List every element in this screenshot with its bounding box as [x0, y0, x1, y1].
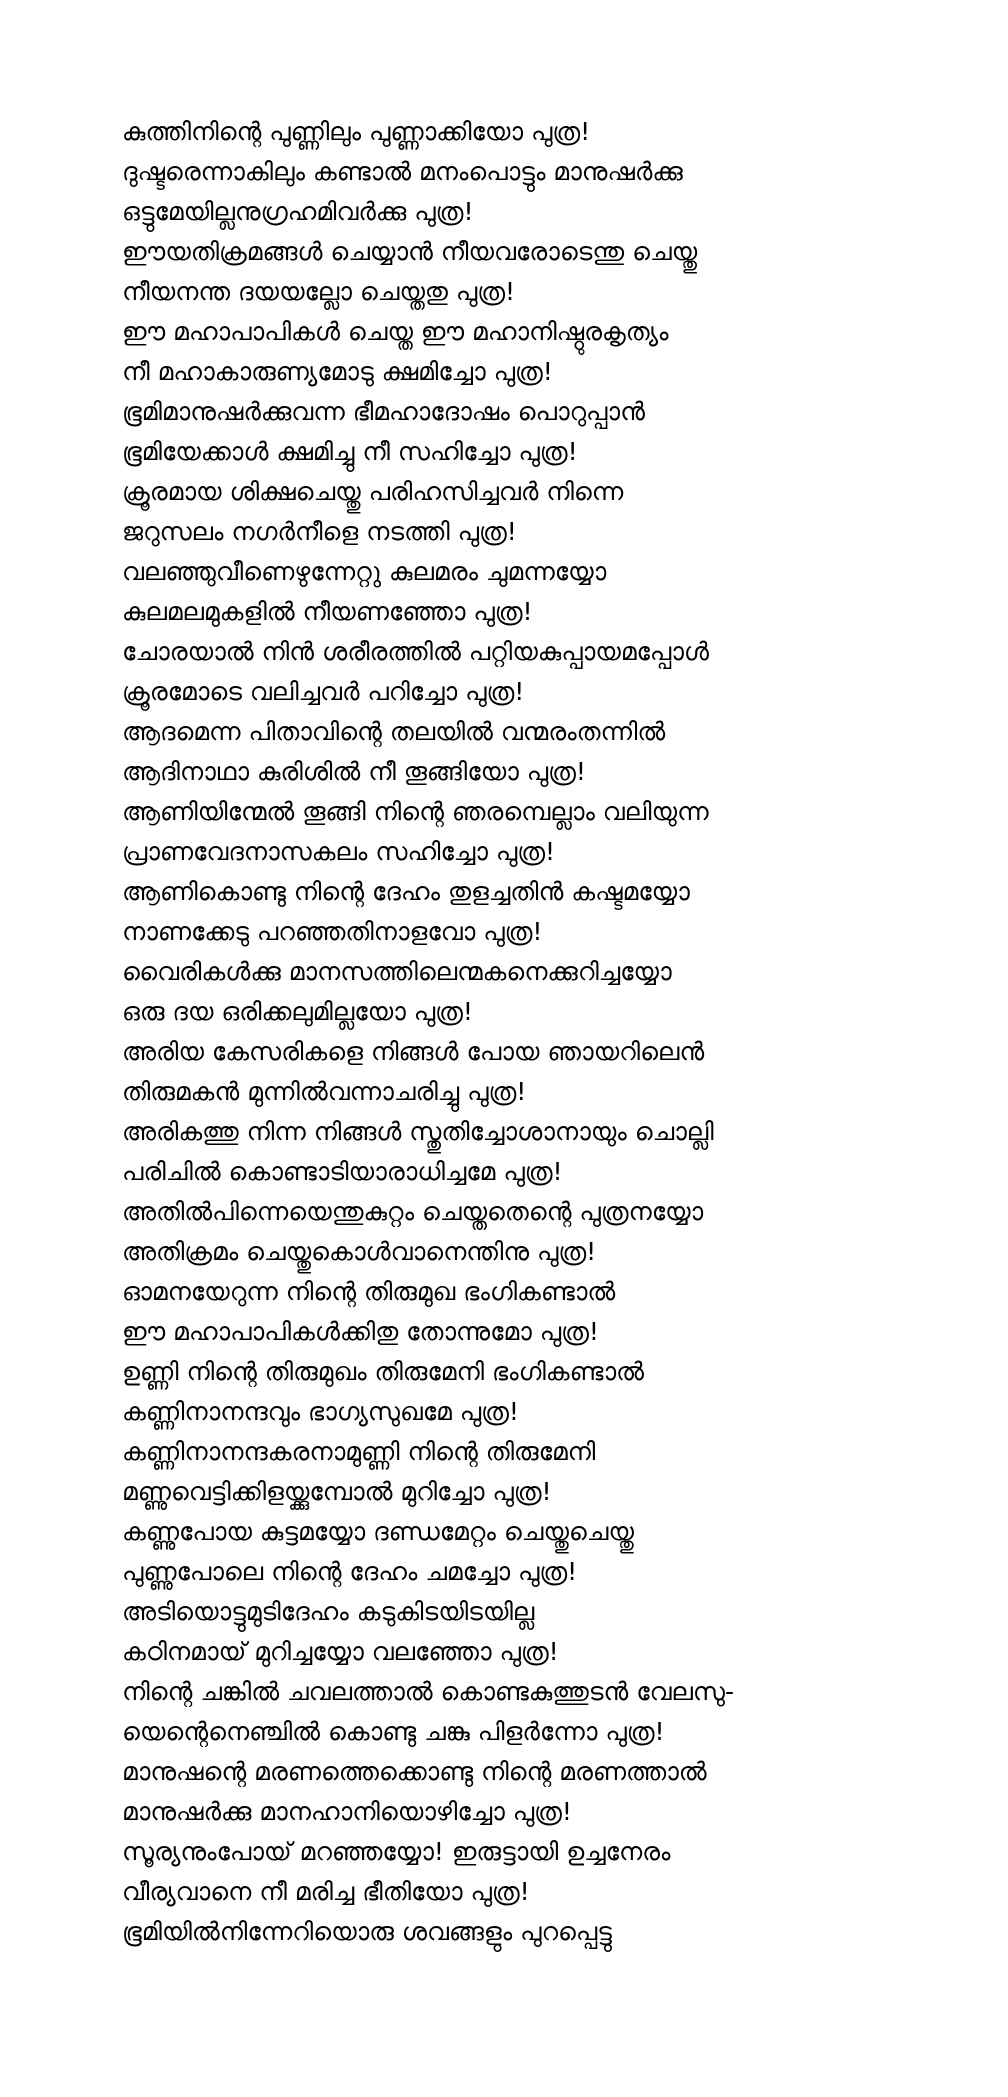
- poem-line: അരികത്തു നിന്ന നിങ്ങൾ സ്തുതിച്ചോശാനായും ചൊല്ലി: [122, 1117, 714, 1146]
- poem-line: ഭൂമിമാനുഷർക്കുവന്ന ഭീമഹാദോഷം പൊറുപ്പാൻ: [122, 397, 645, 426]
- poem-line: വൈരികൾക്കു മാനസത്തിലെന്മകനെക്കുറിച്ചയ്യോ: [122, 957, 672, 986]
- poem-line: ഭൂമിയിൽനിന്നേറിയൊരു ശവങ്ങളും പുറപ്പെട്ടു: [122, 1917, 612, 1946]
- poem-line: ആദിനാഥാ കുരിശിൽ നീ തൂങ്ങിയോ പുത്ര!: [122, 757, 586, 786]
- poem-line: സൂര്യനുംപോയ് മറഞ്ഞയ്യോ! ഇരുട്ടായി ഉച്ചനേരം: [122, 1837, 671, 1866]
- poem-line: കണ്ണിനാനന്ദകരനാമുണ്ണി നിന്റെ തിരുമേനി: [122, 1437, 596, 1466]
- poem-line: കണ്ണുപോയ കുട്ടമയ്യോ ദണ്ഡമേറ്റം ചെയ്തുചെയ്തു: [122, 1517, 634, 1546]
- poem-line: കുലമലമുകളിൽ നീയണഞ്ഞോ പുത്ര!: [122, 597, 533, 626]
- poem-line: കഠിനമായ് മുറിച്ചയ്യോ വലഞ്ഞോ പുത്ര!: [122, 1637, 559, 1666]
- poem-line: അരിയ കേസരികളെ നിങ്ങൾ പോയ ഞായറിലെൻ: [122, 1037, 705, 1066]
- poem-line: നീ മഹാകാരുണ്യമോടു ക്ഷമിച്ചോ പുത്ര!: [122, 357, 553, 386]
- poem-line: കുത്തിനിന്റെ പുണ്ണിലും പുണ്ണാക്കിയോ പുത്ര!: [122, 117, 591, 146]
- poem-line: കണ്ണിനാനന്ദവും ഭാഗ്യസുഖമേ പുത്ര!: [122, 1397, 519, 1426]
- poem-line: അതിക്രമം ചെയ്തുകൊൾവാനെന്തിനു പുത്ര!: [122, 1237, 597, 1266]
- poem-line: ആണികൊണ്ടു നിന്റെ ദേഹം തുളച്ചതിൻ കഷ്ടമയ്യോ: [122, 877, 690, 906]
- poem-line: ഈയതിക്രമങ്ങൾ ചെയ്യാൻ നീയവരോടെന്തു ചെയ്തു: [122, 237, 698, 266]
- poem-line: നാണക്കേടു പറഞ്ഞതിനാളവോ പുത്ര!: [122, 917, 543, 946]
- poem-line: യെന്റെനെഞ്ചിൽ കൊണ്ടു ചങ്കു പിളർന്നോ പുത്ര!: [122, 1717, 665, 1746]
- poem-line: ഭൂമിയേക്കാൾ ക്ഷമിച്ചു നീ സഹിച്ചോ പുത്ര!: [122, 437, 578, 466]
- poem-line: ജറുസലം നഗർനീളെ നടത്തി പുത്ര!: [122, 517, 517, 546]
- poem-line: വീര്യവാനെ നീ മരിച്ച ഭീതിയോ പുത്ര!: [122, 1877, 530, 1906]
- poem-line: ഈ മഹാപാപികൾ ചെയ്ത ഈ മഹാനിഷ്ഠുരകൃത്യം: [122, 317, 669, 346]
- poem-line: ആദമെന്ന പിതാവിന്റെ തലയിൽ വന്മരംതന്നിൽ: [122, 717, 666, 746]
- poem-line: പരിചിൽ കൊണ്ടാടിയാരാധിച്ചമേ പുത്ര!: [122, 1157, 563, 1186]
- poem-line: അടിയൊട്ടുമുടിദേഹം കടുകിടയിടയില്ല: [122, 1597, 535, 1626]
- poem-line: പ്രാണവേദനാസകലം സഹിച്ചോ പുത്ര!: [122, 837, 555, 866]
- poem-line: ഒരു ദയ ഒരിക്കലുമില്ലയോ പുത്ര!: [122, 997, 473, 1026]
- poem-line: മാനുഷന്റെ മരണത്തെക്കൊണ്ടു നിന്റെ മരണത്താൽ: [122, 1757, 707, 1786]
- poem-line: ഒട്ടുമേയില്ലനുഗ്രഹമിവർക്കു പുത്ര!: [122, 197, 474, 226]
- poem-line: മാനുഷർക്കു മാനഹാനിയൊഴിച്ചോ പുത്ര!: [122, 1797, 572, 1826]
- poem-line: വലഞ്ഞുവീണെഴുന്നേറ്റു കുലമരം ചുമന്നയ്യോ: [122, 557, 607, 586]
- poem-line: ക്രൂരമായ ശിക്ഷചെയ്തു പരിഹസിച്ചവർ നിന്നെ: [122, 477, 624, 506]
- poem-line: ഈ മഹാപാപികൾക്കിതു തോന്നുമോ പുത്ര!: [122, 1317, 599, 1346]
- poem-line: ദുഷ്ടരെന്നാകിലും കണ്ടാൽ മനംപൊട്ടും മാനുഷർക്കു: [122, 157, 683, 186]
- poem-line: ക്രൂരമോടെ വലിച്ചവർ പറിച്ചോ പുത്ര!: [122, 677, 525, 706]
- poem-line: ചോരയാൽ നിൻ ശരീരത്തിൽ പറ്റിയകുപ്പായമപ്പോൾ: [122, 637, 710, 666]
- poem-text: [122, 112, 942, 1952]
- poem-line: ആണിയിന്മേൽ തൂങ്ങി നിന്റെ ഞരമ്പെല്ലാം വലിയുന്ന: [122, 797, 709, 826]
- poem-line: നിന്റെ ചങ്കിൽ ചവലത്താൽ കൊണ്ടകുത്തുടൻ വേലസു-: [122, 1677, 734, 1706]
- poem-line: തിരുമകൻ മുന്നിൽവന്നാചരിച്ചു പുത്ര!: [122, 1077, 527, 1106]
- poem-line: ഉണ്ണി നിന്റെ തിരുമുഖം തിരുമേനി ഭംഗികണ്ടാൽ: [122, 1357, 644, 1386]
- poem-line: അതിൽപിന്നെയെന്തുകുറ്റം ചെയ്തതെന്റെ പുത്രനയ്യോ: [122, 1197, 704, 1226]
- poem-line: നീയനന്ത ദയയല്ലോ ചെയ്തതു പുത്ര!: [122, 277, 516, 306]
- poem-line: ഓമനയേറുന്ന നിന്റെ തിരുമുഖ ഭംഗികണ്ടാൽ: [122, 1277, 616, 1306]
- poem-line: പുണ്ണുപോലെ നിന്റെ ദേഹം ചമച്ചോ പുത്ര!: [122, 1557, 578, 1586]
- poem-line: മണ്ണുവെട്ടിക്കിളയ്ക്കുമ്പോൽ മുറിച്ചോ പുത്ര!: [122, 1477, 552, 1506]
